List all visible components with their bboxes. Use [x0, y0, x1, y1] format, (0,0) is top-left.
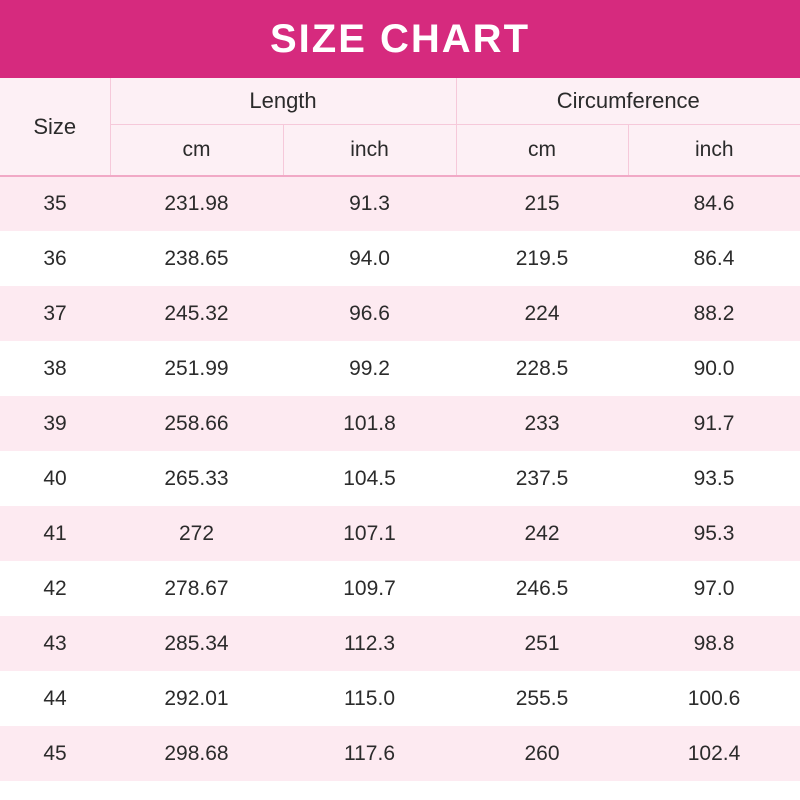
cell-length-cm: 285.34 [110, 616, 283, 671]
cell-circumference-cm: 255.5 [456, 671, 628, 726]
cell-length-inch: 117.6 [283, 726, 456, 781]
cell-circumference-inch: 98.8 [628, 616, 800, 671]
cell-length-cm: 258.66 [110, 396, 283, 451]
cell-size: 41 [0, 506, 110, 561]
table-body [0, 176, 800, 781]
table-head [0, 78, 800, 176]
column-header-circumference-inch: inch [628, 124, 800, 176]
table-header-sub-row [0, 124, 800, 176]
cell-circumference-inch: 102.4 [628, 726, 800, 781]
table-row [0, 176, 800, 231]
title-bar [0, 0, 800, 78]
table-row [0, 506, 800, 561]
cell-size: 39 [0, 396, 110, 451]
cell-length-inch: 96.6 [283, 286, 456, 341]
cell-length-cm: 272 [110, 506, 283, 561]
table-row [0, 341, 800, 396]
cell-length-inch: 115.0 [283, 671, 456, 726]
cell-circumference-inch: 100.6 [628, 671, 800, 726]
cell-circumference-cm: 228.5 [456, 341, 628, 396]
column-header-length-cm: cm [110, 124, 283, 176]
table-row [0, 726, 800, 781]
cell-length-inch: 101.8 [283, 396, 456, 451]
cell-length-cm: 251.99 [110, 341, 283, 396]
cell-circumference-inch: 91.7 [628, 396, 800, 451]
cell-circumference-cm: 260 [456, 726, 628, 781]
cell-circumference-inch: 88.2 [628, 286, 800, 341]
cell-size: 35 [0, 176, 110, 231]
cell-size: 40 [0, 451, 110, 506]
column-group-header-circumference: Circumference [456, 78, 800, 124]
cell-size: 45 [0, 726, 110, 781]
cell-size: 38 [0, 341, 110, 396]
cell-size: 44 [0, 671, 110, 726]
cell-circumference-inch: 95.3 [628, 506, 800, 561]
cell-circumference-inch: 86.4 [628, 231, 800, 286]
cell-size: 43 [0, 616, 110, 671]
page-title: SIZE CHART [270, 16, 530, 61]
cell-circumference-cm: 242 [456, 506, 628, 561]
cell-circumference-cm: 237.5 [456, 451, 628, 506]
table-row [0, 616, 800, 671]
cell-length-inch: 99.2 [283, 341, 456, 396]
table-header-group-row [0, 78, 800, 124]
column-header-length-inch: inch [283, 124, 456, 176]
cell-length-cm: 231.98 [110, 176, 283, 231]
cell-size: 37 [0, 286, 110, 341]
cell-circumference-inch: 90.0 [628, 341, 800, 396]
cell-circumference-inch: 93.5 [628, 451, 800, 506]
cell-length-inch: 109.7 [283, 561, 456, 616]
column-header-circumference-cm: cm [456, 124, 628, 176]
cell-size: 42 [0, 561, 110, 616]
cell-circumference-cm: 224 [456, 286, 628, 341]
table-row [0, 286, 800, 341]
table-row [0, 561, 800, 616]
cell-length-inch: 94.0 [283, 231, 456, 286]
cell-length-cm: 292.01 [110, 671, 283, 726]
column-header-size: Size [0, 78, 110, 176]
cell-circumference-cm: 219.5 [456, 231, 628, 286]
cell-length-cm: 245.32 [110, 286, 283, 341]
cell-length-inch: 112.3 [283, 616, 456, 671]
cell-length-inch: 104.5 [283, 451, 456, 506]
table-row [0, 671, 800, 726]
cell-length-cm: 265.33 [110, 451, 283, 506]
cell-circumference-cm: 246.5 [456, 561, 628, 616]
cell-length-cm: 238.65 [110, 231, 283, 286]
table-row [0, 231, 800, 286]
cell-size: 36 [0, 231, 110, 286]
cell-length-cm: 298.68 [110, 726, 283, 781]
cell-circumference-inch: 84.6 [628, 176, 800, 231]
cell-circumference-cm: 251 [456, 616, 628, 671]
cell-circumference-inch: 97.0 [628, 561, 800, 616]
cell-length-cm: 278.67 [110, 561, 283, 616]
table-row [0, 451, 800, 506]
column-group-header-length: Length [110, 78, 456, 124]
table-row [0, 396, 800, 451]
cell-circumference-cm: 215 [456, 176, 628, 231]
size-chart-table [0, 78, 800, 781]
cell-length-inch: 107.1 [283, 506, 456, 561]
cell-circumference-cm: 233 [456, 396, 628, 451]
cell-length-inch: 91.3 [283, 176, 456, 231]
